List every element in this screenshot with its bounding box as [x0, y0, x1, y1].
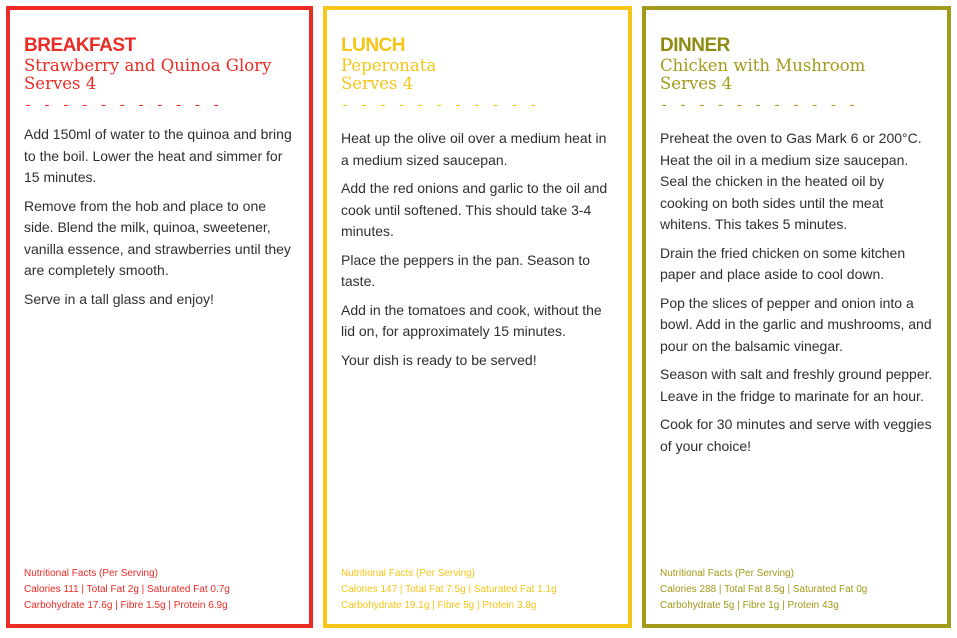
method-step: Serve in a tall glass and enjoy!: [24, 290, 214, 307]
dish-name: Strawberry and Quinoa Glory: [24, 56, 272, 75]
method-step: Add in the tomatoes and cook, without the lid on, for approximately 15 minutes.: [341, 301, 602, 339]
method-step: Add 150ml of water to the quinoa and bring to the boil. Lower the heat and simmer for 15 minutes.: [24, 126, 292, 185]
method-step: Add the red onions and garlic to the oil and cook until softened. This should take 3-4 minutes.: [341, 180, 608, 239]
serves-count: Serves 4: [660, 74, 733, 93]
serves-count: Serves 4: [341, 74, 414, 93]
nutrition-facts: [660, 566, 937, 614]
method-step: Heat up the olive oil over a medium heat in a medium sized saucepan.: [341, 130, 607, 168]
method-step: Remove from the hob and place to one side. Blend the milk, quinoa, sweetener, vanilla essence, and strawberries until they are completely smooth.: [24, 197, 291, 278]
method-step: Place the peppers in the pan. Season to taste.: [341, 251, 591, 289]
nutrition-line: Carbohydrate 17.6g | Fibre 1.5g | Protein 6.9g: [24, 600, 228, 611]
lunch-recipe-card: [323, 6, 632, 628]
dashed-divider: - - - - - - - - - - -: [24, 98, 222, 114]
nutrition-title: Nutritional Facts (Per Serving): [24, 568, 158, 579]
method-steps: [660, 128, 933, 457]
meal-title: LUNCH: [341, 35, 405, 56]
nutrition-facts: [24, 566, 299, 614]
dish-name: Peperonata: [341, 56, 437, 75]
method-steps: [341, 128, 614, 371]
dashed-divider: - - - - - - - - - - -: [341, 98, 539, 114]
nutrition-line: Carbohydrate 19.1g | Fibre 5g | Protein 3.8g: [341, 600, 537, 611]
method-step: Season with salt and freshly ground pepper. Leave in the fridge to marinate for an hour.: [660, 366, 933, 404]
breakfast-recipe-card: [6, 6, 313, 628]
dashed-divider: - - - - - - - - - - -: [660, 98, 858, 114]
method-steps: [24, 124, 295, 310]
nutrition-title: Nutritional Facts (Per Serving): [341, 568, 475, 579]
nutrition-line: Calories 147 | Total Fat 7.5g | Saturated Fat 1.1g: [341, 584, 557, 595]
meal-title: BREAKFAST: [24, 35, 136, 56]
dish-name: Chicken with Mushroom: [660, 56, 866, 75]
nutrition-line: Calories 288 | Total Fat 8.5g | Saturated Fat 0g: [660, 584, 868, 595]
nutrition-line: Calories 111 | Total Fat 2g | Saturated Fat 0.7g: [24, 584, 230, 595]
dinner-recipe-card: [642, 6, 951, 628]
serves-count: Serves 4: [24, 74, 97, 93]
nutrition-title: Nutritional Facts (Per Serving): [660, 568, 794, 579]
nutrition-facts: [341, 566, 618, 614]
method-step: Drain the fried chicken on some kitchen paper and place aside to cool down.: [660, 244, 906, 282]
meal-title: DINNER: [660, 35, 730, 56]
method-step: Your dish is ready to be served!: [341, 351, 537, 368]
method-step: Pop the slices of pepper and onion into a bowl. Add in the garlic and mushrooms, and pour on the balsamic vinegar.: [660, 294, 932, 354]
method-step: Cook for 30 minutes and serve with veggies of your choice!: [660, 416, 932, 454]
method-step: Preheat the oven to Gas Mark 6 or 200°C. Heat the oil in a medium size saucepan. Seal the chicken in the heated oil by cooking on both sides until the meat whitens. This takes 5 minutes.: [660, 130, 922, 232]
nutrition-line: Carbohydrate 5g | Fibre 1g | Protein 43g: [660, 600, 839, 611]
